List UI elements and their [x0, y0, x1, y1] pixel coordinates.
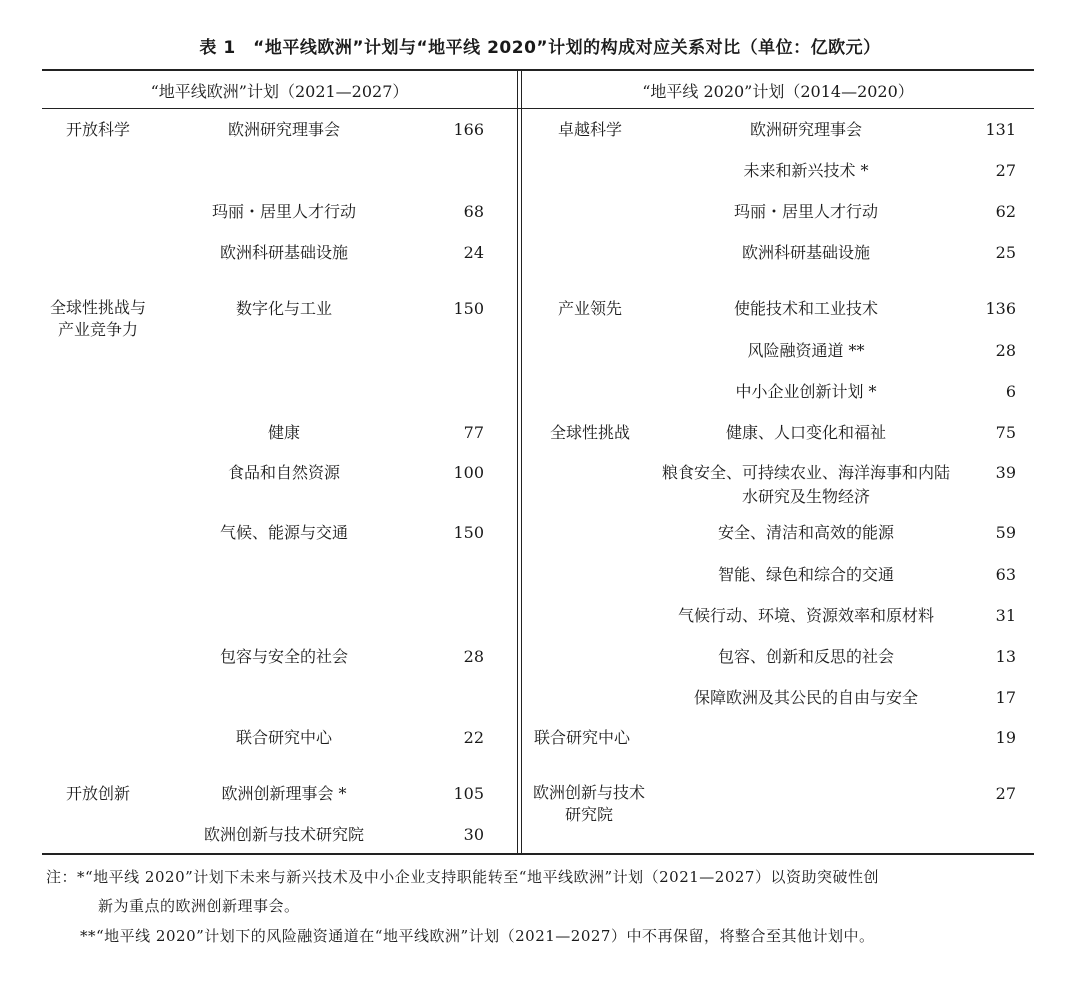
item-value: 68: [463, 202, 484, 221]
item-value: 62: [995, 202, 1016, 221]
item-value: 63: [995, 565, 1016, 584]
item-name: 健康: [267, 423, 300, 442]
header-rule: [42, 108, 1034, 109]
item-name: 安全、清洁和高效的能源: [717, 523, 894, 542]
item-name: 包容、创新和反思的社会: [717, 647, 894, 666]
footnote-line: **“地平线 2020”计划下的风险融资通道在“地平线欧洲”计划（2021—2027）中不再保留，将整合至其他计划中。: [80, 927, 875, 945]
item-value: 150: [453, 299, 484, 318]
column-divider: [517, 70, 518, 854]
item-value: 105: [453, 784, 484, 803]
item-value: 59: [995, 523, 1016, 542]
item-name: 健康、人口变化和福祉: [725, 423, 886, 442]
item-name: 使能技术和工业技术: [733, 299, 878, 318]
item-value: 27: [995, 784, 1016, 803]
item-name: 联合研究中心: [235, 728, 332, 747]
item-value: 136: [985, 299, 1016, 318]
item-name: 数字化与工业: [235, 299, 332, 318]
item-name: 玛丽・居里人才行动: [733, 202, 878, 221]
footnote-line: 新为重点的欧洲创新理事会。: [98, 897, 300, 915]
item-name: 气候行动、环境、资源效率和原材料: [677, 606, 934, 625]
header-horizon-2020: “地平线 2020”计划（2014—2020）: [642, 82, 914, 101]
table-top-rule: [42, 69, 1034, 71]
item-value: 27: [995, 161, 1016, 180]
item-value: 22: [463, 728, 484, 747]
item-value: 28: [463, 647, 484, 666]
item-name: 未来和新兴技术 *: [743, 161, 869, 180]
item-value: 77: [463, 423, 484, 442]
item-name: 粮食安全、可持续农业、海洋海事和内陆水研究及生物经济: [661, 463, 950, 506]
item-value: 166: [453, 120, 484, 139]
item-name: 玛丽・居里人才行动: [211, 202, 356, 221]
pillar-open-innovation: 开放创新: [65, 784, 130, 803]
pillar-societal-challenges: 全球性挑战: [549, 423, 630, 442]
item-name: 智能、绿色和综合的交通: [717, 565, 894, 584]
item-name: 食品和自然资源: [227, 463, 340, 482]
item-value: 150: [453, 523, 484, 542]
table-bottom-rule: [42, 853, 1034, 855]
item-value: 13: [995, 647, 1016, 666]
pillar-global-challenges-competitiveness: 全球性挑战与产业竞争力: [49, 298, 146, 339]
item-name: 风险融资通道 **: [747, 341, 865, 360]
item-value: 30: [463, 825, 484, 844]
item-name: 欧洲科研基础设施: [741, 243, 870, 262]
item-name: 欧洲研究理事会: [749, 120, 862, 139]
table-title: 表 1 “地平线欧洲”计划与“地平线 2020”计划的构成对应关系对比（单位：亿欧元）: [199, 38, 881, 58]
item-value: 100: [453, 463, 484, 482]
item-value: 25: [995, 243, 1016, 262]
column-divider: [521, 70, 522, 854]
pillar-industrial-leadership: 产业领先: [557, 299, 622, 318]
pillar-excellent-science: 卓越科学: [557, 120, 622, 139]
item-value: 39: [995, 463, 1016, 482]
item-name: 欧洲科研基础设施: [219, 243, 348, 262]
item-value: 19: [995, 728, 1016, 747]
pillar-joint-research-centre: 联合研究中心: [534, 728, 631, 747]
item-value: 75: [995, 423, 1016, 442]
item-name: 包容与安全的社会: [219, 647, 348, 666]
item-name: 气候、能源与交通: [219, 523, 348, 542]
item-value: 24: [463, 243, 484, 262]
pillar-eit: 欧洲创新与技术研究院: [532, 783, 645, 824]
item-name: 欧洲研究理事会: [227, 120, 340, 139]
item-name: 欧洲创新与技术研究院: [203, 825, 364, 844]
item-value: 31: [995, 606, 1016, 625]
item-name: 欧洲创新理事会 *: [221, 784, 347, 803]
header-horizon-europe: “地平线欧洲”计划（2021—2027）: [150, 82, 409, 101]
item-value: 17: [995, 688, 1016, 707]
footnote-line: 注：*“地平线 2020”计划下未来与新兴技术及中小企业支持职能转至“地平线欧洲”计划（2021—2027）以资助突破性创: [46, 868, 879, 886]
item-name: 保障欧洲及其公民的自由与安全: [693, 688, 918, 707]
item-value: 131: [985, 120, 1016, 139]
item-value: 28: [995, 341, 1016, 360]
pillar-open-science: 开放科学: [65, 120, 130, 139]
item-value: 6: [1005, 382, 1016, 401]
item-name: 中小企业创新计划 *: [735, 382, 877, 401]
